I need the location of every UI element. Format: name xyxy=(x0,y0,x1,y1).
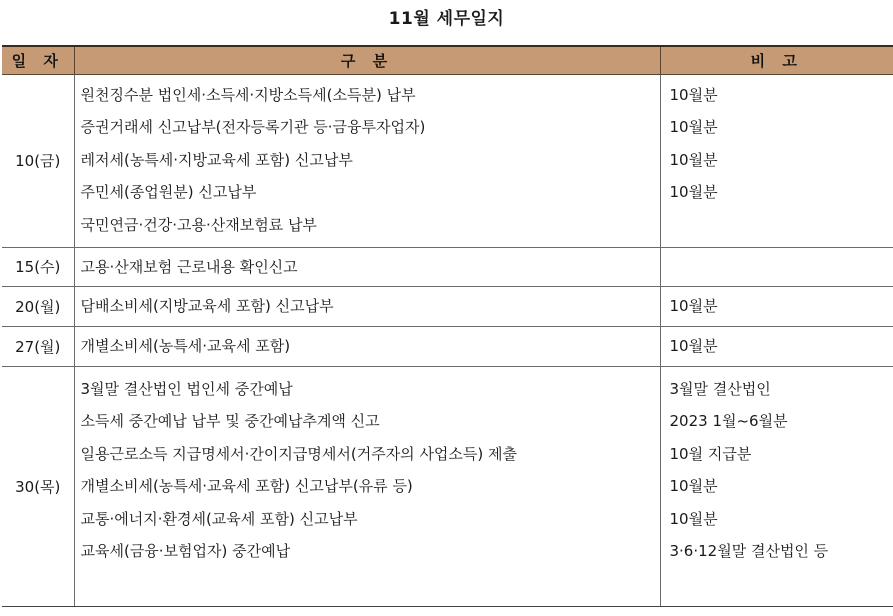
list-item: 담배소비세(지방교육세 포함) 신고납부 xyxy=(80,297,334,316)
list-item: 고용·산재보험 근로내용 확인신고 xyxy=(80,257,298,276)
list-item: 국민연금·건강·고용·산재보험료 납부 xyxy=(80,215,317,234)
note-item: 10월 지급분 xyxy=(669,444,752,463)
date-cell: 20(월) xyxy=(2,286,74,326)
header-note: 비 고 xyxy=(660,46,893,75)
note-item: 10월분 xyxy=(669,509,718,528)
items-cell xyxy=(74,366,660,606)
items-cell xyxy=(74,326,660,366)
list-item: 주민세(종업원분) 신고납부 xyxy=(80,183,257,202)
note-item: 3월말 결산법인 xyxy=(669,379,771,398)
header-category: 구 분 xyxy=(74,46,660,75)
list-item: 개별소비세(농특세·교육세 포함) xyxy=(80,337,291,356)
notes-cell xyxy=(660,366,893,606)
note-item xyxy=(670,251,893,283)
table-row xyxy=(2,326,893,366)
date-cell: 15(수) xyxy=(2,247,74,286)
table-row xyxy=(2,366,893,606)
list-item: 교육세(금융·보험업자) 중간예납 xyxy=(80,541,291,560)
note-item: 10월분 xyxy=(669,118,718,137)
note-item: 10월분 xyxy=(669,86,718,104)
notes-cell xyxy=(660,75,893,248)
page-title: 11월 세무일지 xyxy=(388,9,505,29)
note-item: 2023 1월~6월분 xyxy=(669,412,788,431)
list-item: 3월말 결산법인 법인세 중간예납 xyxy=(80,379,293,398)
note-item: 3·6·12월말 결산법인 등 xyxy=(669,541,829,560)
list-item: 소득세 중간예납 납부 및 중간예납추계액 신고 xyxy=(80,412,380,431)
date-cell: 30(목) xyxy=(2,366,74,606)
table-row xyxy=(2,247,893,286)
date-cell: 10(금) xyxy=(2,75,74,248)
list-item: 원천징수분 법인세·소득세·지방소득세(소득분) 납부 xyxy=(80,86,416,104)
note-item: 10월분 xyxy=(669,337,718,356)
date-cell: 27(월) xyxy=(2,326,74,366)
table-header-row xyxy=(2,46,893,75)
list-item: 레저세(농특세·지방교육세 포함) 신고납부 xyxy=(80,150,353,169)
note-item xyxy=(670,209,893,241)
note-item: 10월분 xyxy=(669,297,718,316)
items-cell xyxy=(74,75,660,248)
notes-cell xyxy=(660,286,893,326)
note-item: 10월분 xyxy=(669,477,718,496)
notes-cell xyxy=(660,247,893,286)
items-cell xyxy=(74,286,660,326)
note-item: 10월분 xyxy=(669,183,718,202)
table-row xyxy=(2,75,893,248)
list-item: 일용근로소득 지급명세서·간이지급명세서(거주자의 사업소득) 제출 xyxy=(80,444,517,463)
list-item: 증권거래세 신고납부(전자등록기관 등·금융투자업자) xyxy=(80,118,426,137)
table-row xyxy=(2,286,893,326)
note-item: 10월분 xyxy=(669,150,718,169)
header-date: 일 자 xyxy=(2,46,74,75)
tax-schedule-table xyxy=(2,45,893,607)
items-cell xyxy=(74,247,660,286)
list-item: 개별소비세(농특세·교육세 포함) 신고납부(유류 등) xyxy=(80,477,413,496)
notes-cell xyxy=(660,326,893,366)
list-item: 교통·에너지·환경세(교육세 포함) 신고납부 xyxy=(80,509,358,528)
